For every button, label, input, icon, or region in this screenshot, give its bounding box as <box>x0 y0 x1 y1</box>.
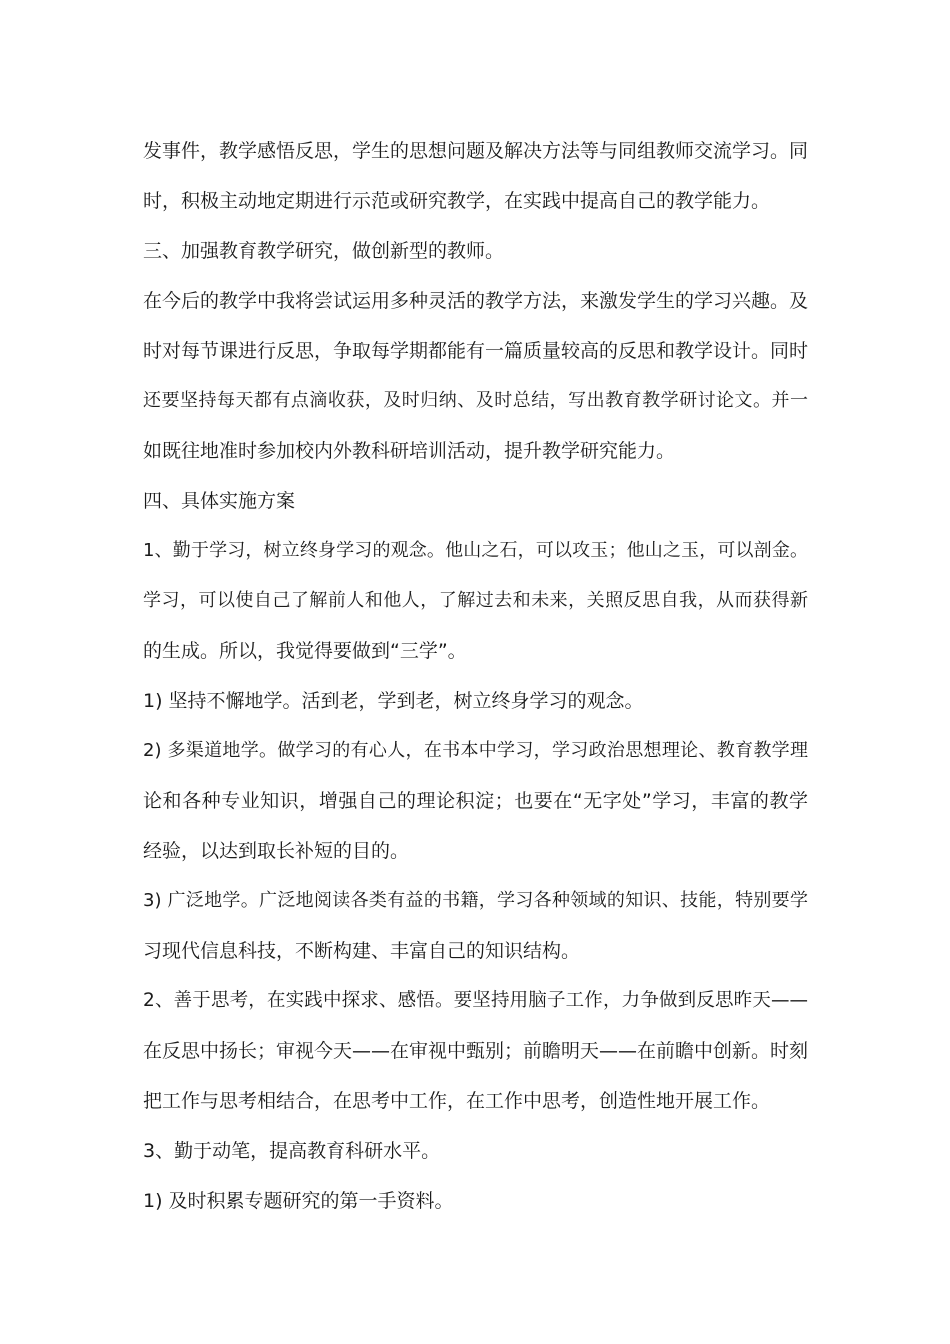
text-line: 的生成。所以，我觉得要做到“三学”。 <box>143 640 467 662</box>
document-body <box>143 132 808 1232</box>
text-line: 经验，以达到取长补短的目的。 <box>143 840 410 862</box>
text-line: 如既往地准时参加校内外教科研培训活动，提升教学研究能力。 <box>143 440 676 462</box>
text-line: 时对每节课进行反思，争取每学期都能有一篇质量较高的反思和教学设计。同时 <box>143 340 808 362</box>
text-line: 在今后的教学中我将尝试运用多种灵活的教学方法，来激发学生的学习兴趣。及 <box>143 290 808 312</box>
text-line: 学习，可以使自己了解前人和他人，了解过去和未来，关照反思自我，从而获得新 <box>143 590 808 611</box>
text-line: 时，积极主动地定期进行示范或研究教学，在实践中提高自己的教学能力。 <box>143 190 771 212</box>
list-item: 1) 及时积累专题研究的第一手资料。 <box>143 1190 454 1212</box>
text-line: 论和各种专业知识，增强自己的理论积淀；也要在“无字处”学习，丰富的教学 <box>143 790 808 812</box>
text-line: 2、善于思考，在实践中探求、感悟。要坚持用脑子工作，力争做到反思昨天—— <box>143 990 808 1011</box>
text-line: 1、勤于学习，树立终身学习的观念。他山之石，可以攻玉；他山之玉，可以剖金。 <box>143 540 808 561</box>
text-line: 把工作与思考相结合，在思考中工作，在工作中思考，创造性地开展工作。 <box>143 1090 771 1112</box>
text-line: 发事件，教学感悟反思，学生的思想问题及解决方法等与同组教师交流学习。同 <box>143 140 808 162</box>
list-item: 1) 坚持不懈地学。活到老，学到老，树立终身学习的观念。 <box>143 690 644 712</box>
text-line: 还要坚持每天都有点滴收获，及时归纳、及时总结，写出教育教学研讨论文。并一 <box>143 390 808 411</box>
section-heading: 三、加强教育教学研究，做创新型的教师。 <box>143 240 505 262</box>
list-item: 2) 多渠道地学。做学习的有心人，在书本中学习，学习政治思想理论、教育教学理 <box>143 740 808 761</box>
list-item: 3) 广泛地学。广泛地阅读各类有益的书籍，学习各种领域的知识、技能，特别要学 <box>143 890 808 911</box>
section-heading: 四、具体实施方案 <box>143 490 296 512</box>
text-line: 习现代信息科技，不断构建、丰富自己的知识结构。 <box>143 940 581 962</box>
text-line: 3、勤于动笔，提高教育科研水平。 <box>143 1140 441 1162</box>
text-line: 在反思中扬长；审视今天——在审视中甄别；前瞻明天——在前瞻中创新。时刻 <box>143 1040 808 1062</box>
